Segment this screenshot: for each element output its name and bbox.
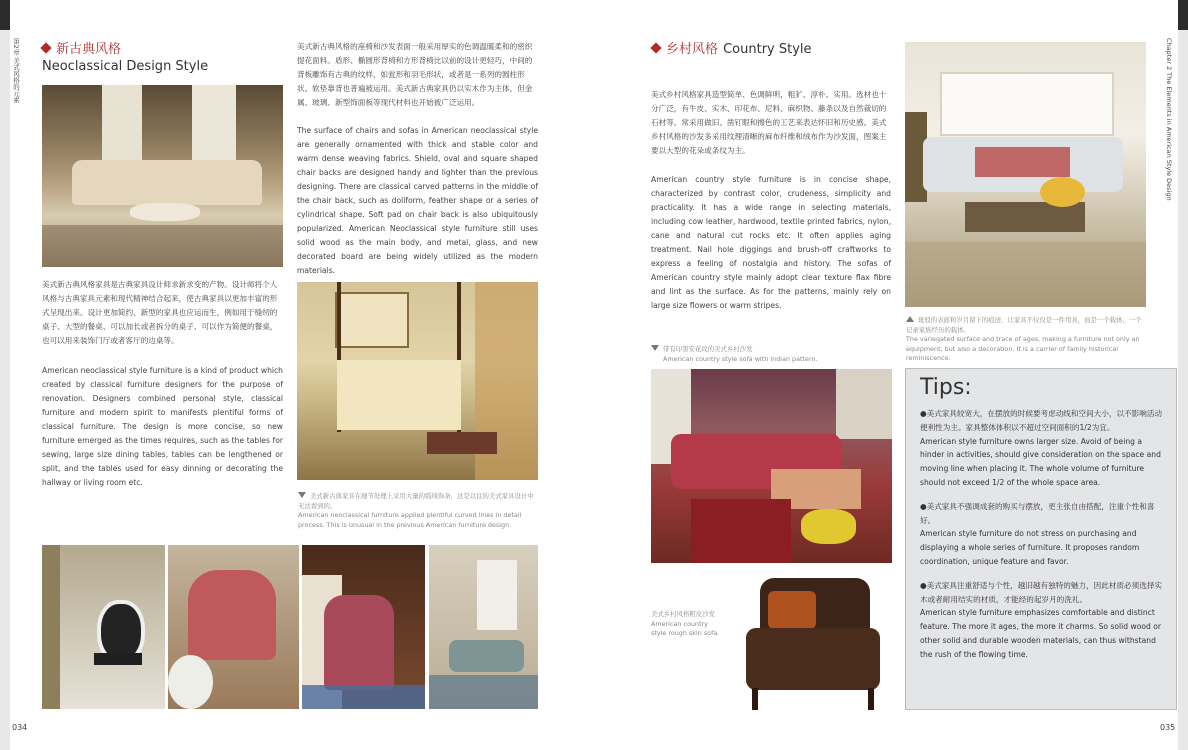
living-room-photo [42, 85, 283, 267]
left-section-heading [42, 38, 282, 74]
red-diamond-icon [40, 42, 51, 53]
right-cn-text: 美式乡村风格家具造型简单、色调鲜明，粗犷、淳朴、实用。选材也十分广泛，有牛皮、实木、印花布、尼料、麻织物、藤条以及自然裁切的石材等。常采用做旧、凿钉眼和擦色的工艺来表达怀旧和历史感。美式乡村风格的沙发多采用纹理清晰的麻布纤维和绒布作为沙发面，图案主要以大型的花朵或条纹为主。 [651, 90, 887, 155]
left-chapter-label: 第2章 美式风格的元素 [12, 38, 20, 103]
leather-armchair-photo [738, 573, 888, 713]
right-title-en: Country Style [723, 42, 812, 57]
caption-triangle-icon [298, 492, 306, 498]
indian-pattern-sofa-photo [651, 369, 892, 563]
left-top-cn-text: 美式新古典风格的座椅和沙发表面一般采用厚实的色调温暖柔和的密织提花面料。盾形、椭圆形背椅和方形背椅比以前的设计更轻巧，中间的背板雕饰有古典的纹样，如瓮形和羽毛形状，或者是一系列的圆柱形状。软垫靠背也普遍被运用。美式新古典家具仍以实木作为主体，但金属、玻璃、新型饰面板等现代材料也开始被广泛运用。 [297, 42, 533, 107]
red-diamond-icon [650, 42, 661, 53]
right-title-cn: 乡村风格 [666, 42, 719, 57]
tips-panel [905, 368, 1177, 710]
left-edge-strip [0, 0, 10, 750]
chair-round-back-photo [42, 545, 165, 709]
left-title-cn: 新古典风格 [56, 42, 122, 57]
bedroom-photo [297, 282, 538, 480]
chaise-lounge-photo [429, 545, 538, 709]
right-page-number: 035 [1160, 723, 1176, 732]
right-en-text: American country style furniture is in concise shape, characterized by contrast color, crudeness, simplicity and practicality. It has a wide range in selecting materials, including cow leather, hardwood, textile printed fabrics, nylon, cane and natural cut rocks etc. It often applies aging treatment. Nail hole diggings and brush-off craftworks to express a feeling of nostalgia and history. The sofas of American country style mainly adopt clear texture flax fibre and lint as the surface. As for the patterns, mainly rely on large size flowers or warm stripes. [651, 175, 891, 310]
left-top-en-text: The surface of chairs and sofas in American neoclassical style are generally ornamented with thick and stable color and warm dense weaving fabrics. Shield, oval and square shaped chair backs are designed handy and lighter than the previous designing. There are classical carved patterns in the middle of the chair back, such as doliform, feather shape or a series of cylindrical shape. Soft pad on chair back is also ubiquitously popularized. American Neoclassical style furniture still uses solid wood as the main body, and metal, glass, and new decorated board are being widely utilized as the modern materials. [297, 126, 538, 275]
right-chapter-label: Chapter 2 The Elements in American Style Design [1165, 38, 1173, 201]
bedroom-caption: 美式新古典家具在细节处理上采用大量的弧线饰条，这是以往的美式家具设计中无法看到的。 American neoclassical furniture applied plentiful curved lines in detail process. This is unusual in the previous American furniture design. [298, 492, 534, 529]
tip-item: ●美式家具较宽大，在摆放的时候要考虑动线和空间大小，以不影响活动便利性为主。家具整体体积以不超过空间面积的1/2为宜。 American style furniture owns larger size. Avoid of being a hinder in activities, should give consideration on the space and moving line when placing it. The whole volume of furniture should not exceed 1/2 of the whole space area. [920, 409, 1163, 487]
red-armchair-photo [168, 545, 299, 709]
left-main-cn-text: 美式新古典风格家具是古典家具设计师求新求变的产物。设计师将个人风格与古典家具元素和现代精神结合起来，使古典家具以更加丰富的形式呈现出来。设计更加简约、新型的家具也应运而生，例如用于缝纫的桌子、大型的餐桌、可以加长或者拆分的桌子、可以作为简便的餐桌，也可以用来装饰门厅或者客厅的边桌等。 [42, 280, 278, 345]
leather-chair-caption: 美式乡村风格粗皮沙发 American country style rough skin sofa. [651, 610, 720, 637]
left-page-number: 034 [12, 723, 28, 732]
tip-item: ●美式家具注重舒适与个性，越旧越有独特的魅力，因此材质必须选择实木或者耐用结实的材质，才能经的起岁月的洗礼。 American style furniture emphasizes comfortable and distinct feature. The more it ages, the more it charms. So solid wood or other solid and durable wooden materials, can thus withstand the rush of the flowing time. [920, 580, 1163, 659]
right-section-heading [652, 38, 892, 57]
wingback-chair-photo [302, 545, 425, 709]
country-living-room-caption: 斑驳的表面和岁月留下的痕迹，让家具不仅仅是一件用具，而是一个载体，一个记录家族经历的载体。 The variegated surface and trace of ages, making a furniture not only an equipment, but also a decoration. It is a carrier of family historical reminiscence. [906, 316, 1142, 362]
tip-item: ●美式家具不强调成套的购买与摆放，更主张自由搭配，注重个性和喜好。 American style furniture do not stress on purchasing and displaying a whole series of furniture. It proposes random coordination, unique feature and favor. [920, 501, 1155, 566]
left-title-en: Neoclassical Design Style [42, 59, 209, 74]
caption-triangle-icon [651, 345, 659, 351]
tips-title: Tips: [920, 375, 972, 400]
indian-sofa-caption: 带有印第安花纹的美式乡村沙发 American country style sofa with Indian pattern. [651, 345, 891, 364]
right-edge-strip [1178, 0, 1188, 750]
left-main-en-text: American neoclassical style furniture is a kind of product which created by classical furniture designers for the purpose of renovation. Designers combined personal style, classical furniture and modern spirit to manifests plentiful forms of classical furniture. The design is more concise, so new furniture emerged as the times requires, such as the tables for sewing, large size dining tables, tables can be lengthened or split, and the tables used for easy dinning or decorating the hallway or living room etc. [42, 366, 283, 487]
caption-triangle-icon [906, 316, 914, 322]
country-living-room-photo [905, 42, 1146, 307]
